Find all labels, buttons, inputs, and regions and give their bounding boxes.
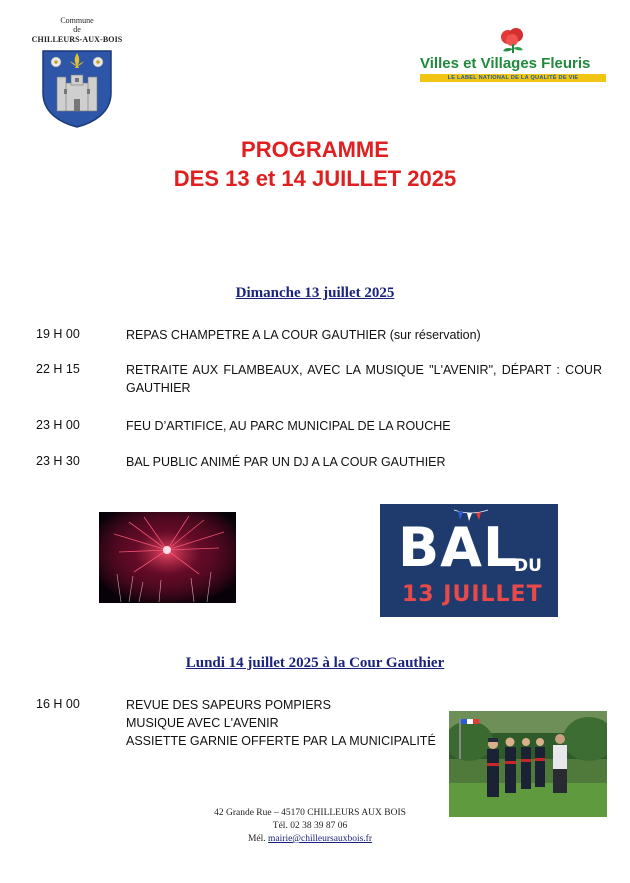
- commune-prefix-line2: de: [73, 25, 81, 34]
- bal-du: DU: [514, 556, 542, 576]
- firefighters-image: [449, 711, 607, 817]
- footer-email-line: [160, 834, 460, 844]
- event-text: REPAS CHAMPETRE A LA COUR GAUTHIER (sur réservation): [126, 328, 481, 342]
- bal-date: 13 JUILLET: [402, 582, 543, 607]
- event-time: 23 H 30: [36, 454, 80, 468]
- commune-label: [52, 16, 102, 34]
- event-text: REVUE DES SAPEURS POMPIERS: [126, 698, 331, 712]
- programme-title-line1: PROGRAMME: [241, 137, 389, 162]
- flower-logo-icon: [496, 26, 530, 54]
- footer-address: 42 Grande Rue – 45170 CHILLEURS AUX BOIS: [214, 808, 406, 818]
- day-heading-sunday: Dimanche 13 juillet 2025: [235, 285, 395, 301]
- bal-poster: [380, 504, 558, 617]
- footer-phone: Tél. 02 38 39 87 06: [272, 821, 348, 831]
- event-text: FEU D’ARTIFICE, AU PARC MUNICIPAL DE LA ROUCHE: [126, 419, 451, 433]
- commune-prefix-line1: Commune: [60, 16, 94, 25]
- label-title: Villes et Villages Fleuris: [420, 55, 591, 72]
- event-time: 19 H 00: [36, 327, 80, 341]
- event-text: MUSIQUE AVEC L'AVENIR: [126, 716, 279, 730]
- event-time: 23 H 00: [36, 418, 80, 432]
- footer-email-label: Mél.: [247, 834, 266, 844]
- event-text: BAL PUBLIC ANIMÉ PAR UN DJ A LA COUR GAUTHIER: [126, 455, 446, 469]
- fireworks-image: [99, 512, 236, 603]
- event-time: 16 H 00: [36, 697, 80, 711]
- event-text: RETRAITE AUX FLAMBEAUX, AVEC LA MUSIQUE "L'AVENIR", DÉPART : COUR GAUTHIER: [126, 363, 602, 395]
- footer-email-link[interactable]: mairie@chilleursauxbois.fr: [268, 834, 373, 844]
- programme-title-line2: DES 13 et 14 JUILLET 2025: [173, 166, 457, 191]
- bal-word: BAL: [398, 516, 519, 579]
- commune-name: CHILLEURS-AUX-BOIS: [31, 35, 123, 44]
- day-heading-monday: Lundi 14 juillet 2025 à la Cour Gauthier: [185, 655, 445, 671]
- label-subtitle: LE LABEL NATIONAL DE LA QUALITÉ DE VIE: [420, 74, 606, 82]
- event-text: ASSIETTE GARNIE OFFERTE PAR LA MUNICIPALITÉ: [126, 734, 436, 748]
- event-time: 22 H 15: [36, 362, 80, 376]
- coat-of-arms-icon: [39, 47, 115, 129]
